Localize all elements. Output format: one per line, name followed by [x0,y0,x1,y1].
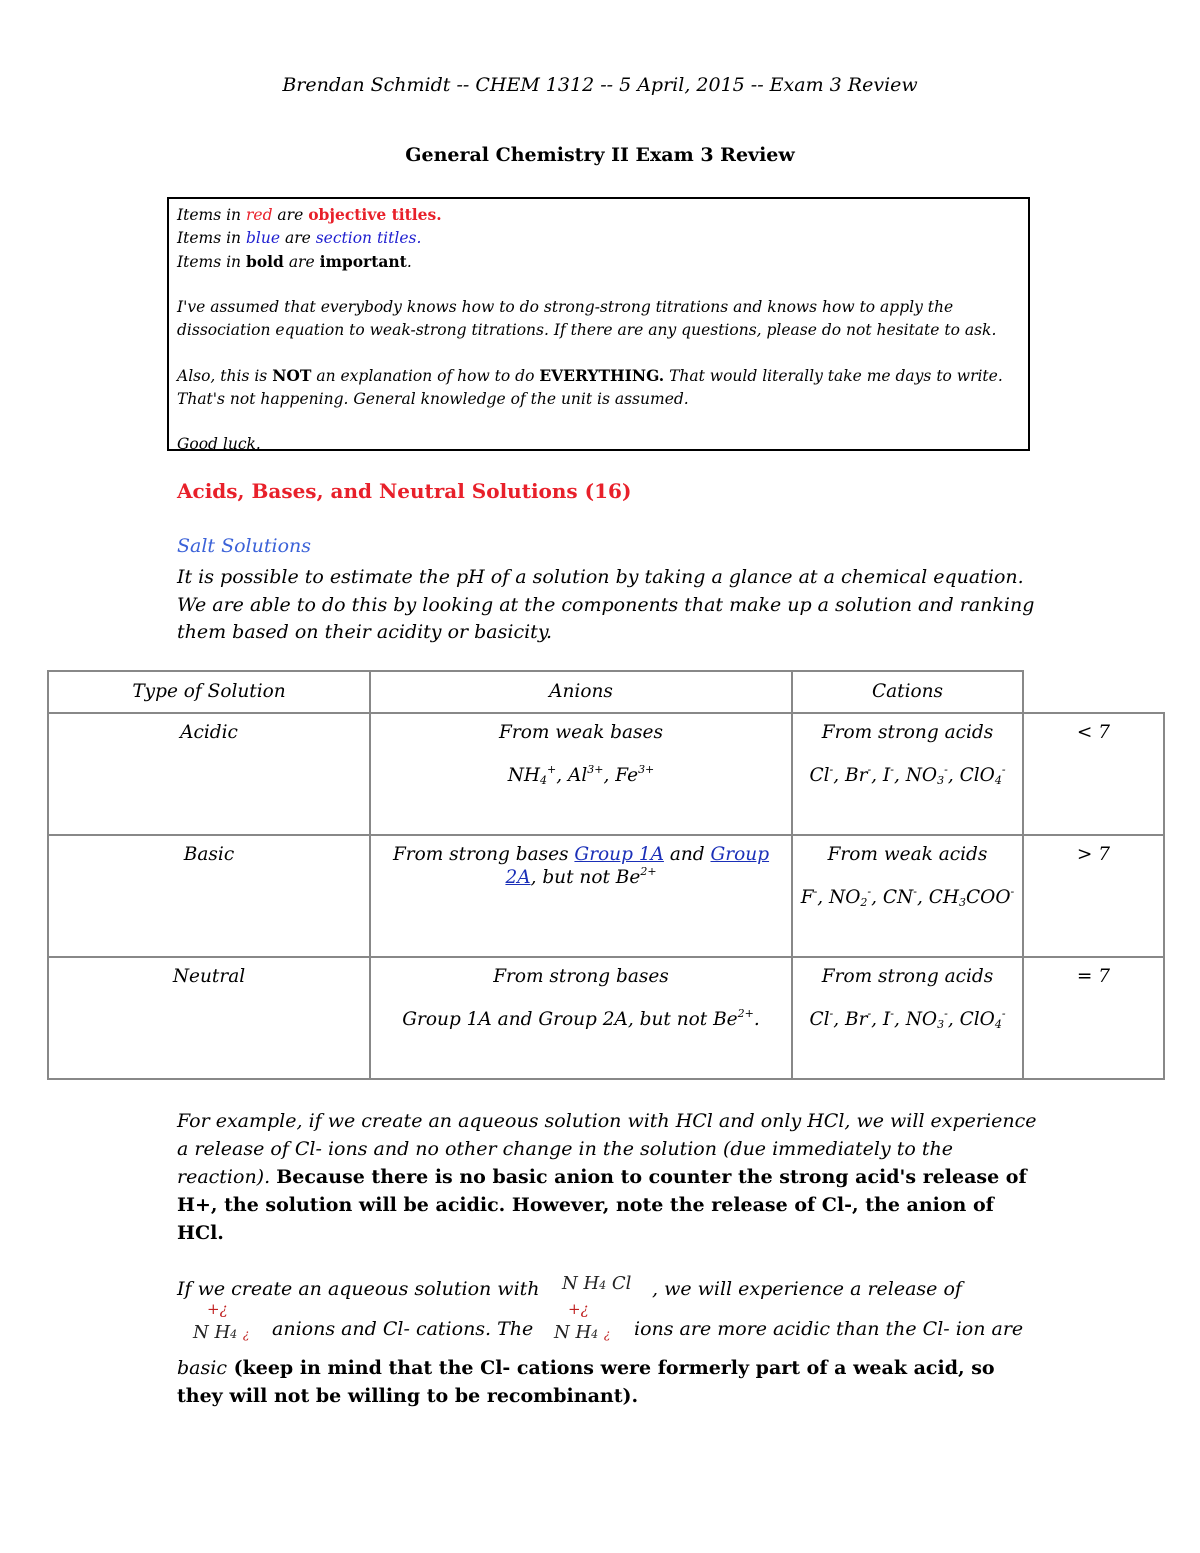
table-row [48,835,1164,957]
header-cations: Cations [792,671,1023,713]
anion-cell: From weak bases $NH_4^+$, $Al^{3+}$, $Fe^{3+}$ [370,713,792,835]
scope-note: Also, this is NOT an explanation of how to do EVERYTHING. That would literally take me days to write. That's not happening. General knowledge of the unit is assumed. [177,366,1003,408]
ph-cell: < 7 [1023,713,1164,835]
ammonium-ion-formula-2: +¿ [568,1300,589,1318]
nh4cl-line-2a: anions and Cl- cations. The [272,1318,534,1340]
nh4cl-conclusion: basic (keep in mind that the Cl- cations were formerly part of a weak acid, so they will not be willing to be recombinant). [177,1357,995,1407]
anion-cell: From strong bases Group 1A and Group 2A, but not $Be^{2+}$ [370,835,792,957]
assumption-note: I've assumed that everybody knows how to do strong-strong titrations and knows how to apply the dissociation equation to weak-strong titrations. If there are any questions, please do not hesitate to ask. [177,298,997,339]
legend-line-red: Items in red are objective titles. [177,205,442,224]
section-title: Salt Solutions [177,535,312,557]
table-row [48,713,1164,835]
header-anions: Anions [370,671,792,713]
ph-cell: > 7 [1023,835,1164,957]
document-header: Brendan Schmidt -- CHEM 1312 -- 5 April, 2015 -- Exam 3 Review [282,74,918,96]
cation-cell: From weak acids F-, $NO_2^-$, CN-, $CH_3COO^-$ [792,835,1023,957]
legend-line-bold: Items in bold are important. [177,252,412,271]
legend-line-blue: Items in blue are section titles. [177,229,422,247]
cation-examples: F-, $NO_2^-$, CN-, $CH_3COO^-$ [800,885,1015,909]
type-cell: Neutral [48,957,370,1079]
cation-cell: From strong acids Cl-, Br-, I-, $NO_3^-$, ClO$_4$- [792,713,1023,835]
document-page: Brendan Schmidt -- CHEM 1312 -- 5 April, 2015 -- Exam 3 Review General Chemistry II Exam 3 Review Items in red are objective titles. Items in blue are section titles. Items in bold are important. I've assumed that everybody knows how to do strong-strong titrations and knows how to apply the dissociation equation to weak-strong titrations. If there are any questions, please do not hesitate to ask. Also, this is NOT an explanation of how to do EVERYTHING. That would literally take me days to write. That's not happening. General knowledge of the unit is assumed. Good luck. Acids, Bases, and Neutral Solutions (16) Salt Solutions It is possible to estimate the pH of a solution by taking a glance at a chemical equation. We are able to do this by looking at the components that make up a solution and ranking them based on their acidity or basicity. Type of Solution Anions Cations Acidic From weak bases $NH_4^+$, $Al^{3+}$, $Fe^{3+}$ From strong acids Cl-, Br-, I-, $NO_3^-$, ClO$_4$- < 7 Basic From strong bases Group 1A and Group 2A, but not $Be^{2+}$ From weak acids F-, $NO_2^-$, CN-, $CH_3COO^-$ > 7 Neutral From strong bases Group 1A and Group 2A, but not $Be^{2+}$. From strong acids Cl-, Br-, I-, $NO_3^-$, ClO$_4$- = 7 For example, if we create an aqueous solution with HCl and only HCl, we will experience a release of Cl- ions and no other change in the solution (due immediately to the reaction). Because there is no basic anion to counter the strong acid's release of H+, the solution will be acidic. However, note the release of Cl-, the anion of HCl. If we create an aqueous solution with N H4 Cl , we will experience a release of +¿ N H4 ¿ anions and Cl- cations. The +¿ N H4 ¿ ions are more acidic than the Cl- ion are basic (keep in mind that the Cl- cations were formerly part of a weak acid, so they will not be willing to be recombinant). [0,0,1200,1553]
type-cell: Basic [48,835,370,957]
objective-title: Acids, Bases, and Neutral Solutions (16) [177,479,632,503]
cation-examples: Cl-, Br-, I-, $NO_3^-$, ClO$_4$- [809,763,1006,787]
document-title: General Chemistry II Exam 3 Review [405,144,795,166]
header-type: Type of Solution [48,671,370,713]
nh4cl-line-1b: , we will experience a release of [652,1278,962,1300]
table-header-row [48,671,1164,713]
anion-examples: $NH_4^+$, $Al^{3+}$, $Fe^{3+}$ [507,763,655,787]
group-1a-link[interactable]: Group 1A [574,844,664,865]
cation-examples: Cl-, Br-, I-, $NO_3^-$, ClO$_4$- [809,1007,1006,1031]
table-row [48,957,1164,1079]
salt-solutions-table [47,670,1165,1080]
nh4cl-formula: N H4 Cl [562,1273,632,1294]
header-empty [1023,671,1164,713]
nh4cl-line-2b: ions are more acidic than the Cl- ion are [634,1318,1024,1340]
hcl-example-paragraph: For example, if we create an aqueous solution with HCl and only HCl, we will experience a release of Cl- ions and no other change in the solution (due immediately to the reaction). Because there is no basic anion to counter the strong acid's release of H+, the solution will be acidic. However, note the release of Cl-, the anion of HCl. [177,1110,1037,1244]
anion-cell: From strong bases Group 1A and Group 2A, but not $Be^{2+}$. [370,957,792,1079]
ph-cell: = 7 [1023,957,1164,1079]
nh4cl-line-1a: If we create an aqueous solution with [177,1278,540,1300]
ammonium-ion-formula: +¿ [207,1300,228,1318]
group-2a-link[interactable]: Group 2A [505,844,770,888]
legend-notes-box [167,197,1030,451]
cation-cell: From strong acids Cl-, Br-, I-, $NO_3^-$, ClO$_4$- [792,957,1023,1079]
type-cell: Acidic [48,713,370,835]
intro-paragraph: It is possible to estimate the pH of a solution by taking a glance at a chemical equation. We are able to do this by looking at the components that make up a solution and ranking them based on their acidity or basicity. [177,566,1035,643]
good-luck-note: Good luck. [177,435,261,453]
